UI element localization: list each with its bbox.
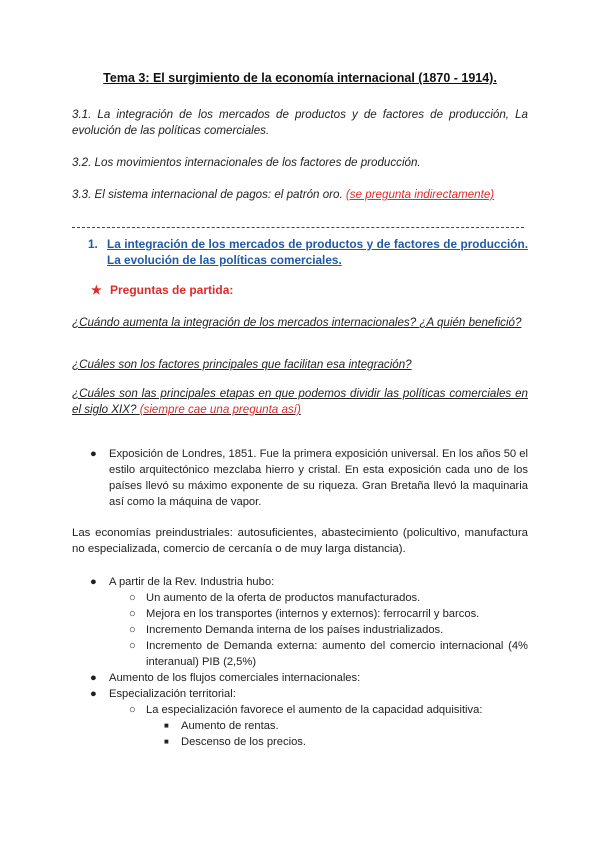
question-2: ¿Cuáles son los factores principales que facilitan esa integración? (72, 358, 412, 371)
bullet-marker: ● (90, 672, 97, 684)
sub-list-item (129, 590, 528, 606)
starting-questions-label-text: Preguntas de partida: (110, 283, 234, 297)
list-item (90, 574, 274, 590)
question-3 (72, 386, 528, 418)
square-bullet-marker: ■ (164, 737, 169, 746)
index-item-3-3-note: (se pregunta indirectamente) (345, 188, 495, 201)
star-icon: ★ (91, 283, 102, 297)
sub-list-item (129, 638, 528, 671)
sub-list-item-text: Incremento de Demanda externa: aumento del comercio internacional (4% interanual) PIB (2,5%) (146, 640, 528, 669)
sub-bullet-marker: ○ (129, 640, 136, 652)
bullet-marker: ● (90, 576, 97, 588)
list-item (90, 670, 360, 686)
sub-bullet-marker: ○ (129, 704, 136, 716)
sub-list-item-text: Un aumento de la oferta de productos manufacturados. (146, 592, 421, 604)
sub-sub-list-item (164, 718, 279, 734)
sub-bullet-marker: ○ (129, 608, 136, 620)
question-3-note: (siempre cae una pregunta así) (139, 403, 301, 416)
list-item (90, 686, 236, 702)
index-item-3-3 (72, 187, 494, 203)
sub-list-item (129, 702, 528, 718)
bullet-marker: ● (90, 448, 97, 460)
page-title: Tema 3: El surgimiento de la economía internacional (1870 - 1914). (103, 71, 497, 85)
index-item-3-1: 3.1. La integración de los mercados de productos y de factores de producción, La evolución de las políticas comerciales. (72, 108, 528, 137)
sub-sub-list-item-text: Aumento de rentas. (181, 720, 279, 732)
square-bullet-marker: ■ (164, 721, 169, 730)
sub-list-item-text: Mejora en los transportes (internos y externos): ferrocarril y barcos. (146, 608, 480, 620)
index-item-3-3-text: 3.3. El sistema internacional de pagos: el patrón oro. (72, 188, 343, 201)
sub-list-item-text: Incremento Demanda interna de los países industrializados. (146, 624, 444, 636)
index-item-3-2: 3.2. Los movimientos internacionales de los factores de producción. (72, 156, 421, 169)
list-item-text: A partir de la Rev. Industria hubo: (109, 576, 275, 588)
exposition-bullet (90, 446, 528, 510)
question-1: ¿Cuándo aumenta la integración de los mercados internacionales? ¿A quién benefició? (72, 316, 522, 329)
section-heading-text: La integración de los mercados de productos y de factores de producción. La evolución de las políticas comerciales. (107, 237, 528, 267)
list-item-text: Aumento de los flujos comerciales internacionales: (109, 672, 361, 684)
sub-list-item (129, 622, 528, 638)
question-3-text: ¿Cuáles son las principales etapas en que podemos dividir las políticas comerciales en el siglo XIX? (72, 387, 528, 416)
exposition-bullet-text: Exposición de Londres, 1851. Fue la primera exposición universal. En los años 50 el estilo arquitectónico mezclaba hierro y cristal. En esta exposición cada uno de los países llevó su máximo exponente de su riqueza. Gran Bretaña llevó la maquinaria así como la máquina de vapor. (109, 448, 528, 508)
list-item-text: Especialización territorial: (109, 688, 236, 700)
section-number: 1. (88, 237, 98, 251)
sub-bullet-marker: ○ (129, 624, 136, 636)
sub-sub-list-item (164, 734, 306, 750)
section-heading (88, 236, 528, 268)
bullet-marker: ● (90, 688, 97, 700)
starting-questions-label (91, 283, 233, 297)
sub-bullet-marker: ○ (129, 592, 136, 604)
section-divider (72, 227, 524, 228)
sub-list-item-text: La especialización favorece el aumento de la capacidad adquisitiva: (146, 704, 483, 716)
preindustrial-paragraph: Las economías preindustriales: autosuficientes, abastecimiento (policultivo, manufactura no especializada, comercio de cercanía o de muy larga distancia). (72, 527, 528, 555)
sub-sub-list-item-text: Descenso de los precios. (181, 736, 306, 748)
sub-list-item (129, 606, 528, 622)
